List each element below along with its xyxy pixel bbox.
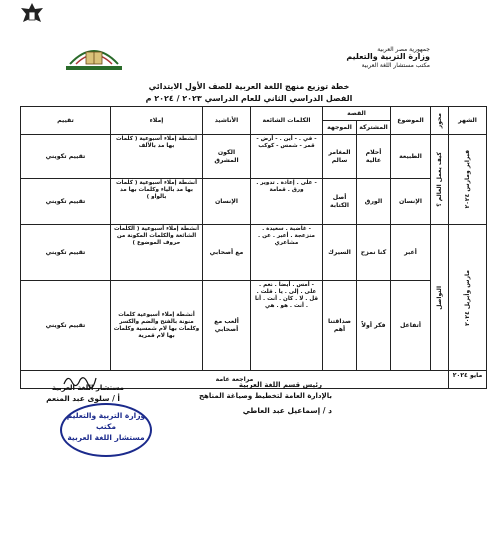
words-cell: - في . - أين . - أرض - قمر - شمس - كوكب [251,135,323,179]
stamp-line-3: مستشار اللغة العربية [67,433,145,442]
stamp-line-2: مكتب [95,422,116,431]
topic-cell: أعبر [391,225,431,281]
head-of-department-name: د / إسماعيل عبد العاطي [242,406,332,415]
header-songs: الأناشيد [203,107,251,135]
header-story-shared: المشتركة [357,121,391,135]
guided-story-cell: السيرك [323,225,357,281]
month-cell: مايو ٢٠٢٤ [449,371,487,389]
ministry-line-2: وزارة التربية والتعليم [346,52,430,61]
assessment-cell: تقييم تكويني [21,179,111,225]
table-row [21,281,487,371]
head-of-department-title: رئيس قسم اللغة العربية [238,381,322,389]
words-cell: - أمس . أيضا . نعم . على . إلى . يا . قلت . قل . لا . كان . أنت . أنا . أنت . هو . هي [251,281,323,371]
words-cell: - على . إعادة . تدوير . ورق . قمامة [251,179,323,225]
header-story: القصة [323,107,391,121]
general-review-cell: مراجعة عامة [21,371,449,389]
ministry-line-3: مكتب مستشار اللغة العربية [361,62,430,69]
ministry-emblem [0,0,64,54]
dictation-cell: أنشطة إملاء أسبوعية ( كلمات بها مد بالألف [111,135,203,179]
dictation-cell: أنشطة إملاء أسبوعية كلمات منونة بالفتح والضم والكسر وكلمات بها لام شمسية وكلمات بها لام قمرية [111,281,203,371]
assessment-cell: تقييم تكويني [21,225,111,281]
advisor-title: مستشار اللغة العربية [51,384,124,392]
songs-cell: مع أصحابي [203,225,251,281]
stamp-line-1: وزارة التربية والتعليم [66,411,146,420]
shared-story-cell: الورق [357,179,391,225]
department-name: بالإدارة العامة لتخطيط وصياغة المناهج [199,392,332,400]
page-title: خطة توزيع منهج اللغة العربية للصف الأول الابتدائي [148,82,350,91]
header-topic: الموضوع [391,107,431,135]
assessment-cell: تقييم تكويني [21,281,111,371]
office-stamp [60,403,152,457]
songs-cell: ألعب مع أصحابي [203,281,251,371]
header-common-words: الكلمات الشائعة [251,107,323,135]
table-row [21,135,487,179]
table-row [21,179,487,225]
shared-story-cell: كنا نمزح [357,225,391,281]
guided-story-cell: صداقتنا أهم [323,281,357,371]
header-axis: محور [431,107,449,135]
header-assessment: تقييم [21,107,111,135]
curriculum-table [20,106,487,389]
advisor-name: أ / سلوى عبد المنعم [46,394,120,403]
songs-cell: الإنسان [203,179,251,225]
header-month: الشهر [449,107,487,135]
eagle-emblem-icon [17,0,47,30]
topic-cell: الطبيعة [391,135,431,179]
shared-story-cell: فكر أولاً [357,281,391,371]
ministry-line-1: جمهورية مصر العربية [377,46,430,53]
songs-cell: الكون المشرق [203,135,251,179]
words-cell: - غاضبة . سعيدة . منزعجة . أعبر . عن . مشاعري [251,225,323,281]
topic-cell: أتفاعل [391,281,431,371]
header-dictation: إملاء [111,107,203,135]
school-logo-icon [56,34,132,74]
dictation-cell: أنشطة إملاء أسبوعية ( كلمات بها مد بالياء وكلمات بها مد بالواو ) [111,179,203,225]
shared-story-cell: أحلام عالية [357,135,391,179]
handwritten-signature [62,372,98,388]
dictation-cell: أنشطة إملاء أسبوعية ( الكلمات الشائعة والكلمات المكونة من حروف الموضوع ) [111,225,203,281]
header-story-guided: الموجهة [323,121,357,135]
page-subtitle: الفصل الدراسي الثاني للعام الدراسي ٢٠٢٣ / ٢٠٢٤ م [145,94,353,103]
guided-story-cell: المغامر سالم [323,135,357,179]
table-row [21,225,487,281]
assessment-cell: تقييم تكويني [21,135,111,179]
month-cell: مارس وأبريل ٢٠٢٤ [449,225,487,371]
topic-cell: الإنسان [391,179,431,225]
month-cell: فبراير ومارس ٢٠٢٤ [449,135,487,225]
axis-cell: كيف يعمل العالم ؟ [431,135,449,225]
guided-story-cell: أصل الكتابة [323,179,357,225]
axis-cell: التواصل [431,225,449,371]
